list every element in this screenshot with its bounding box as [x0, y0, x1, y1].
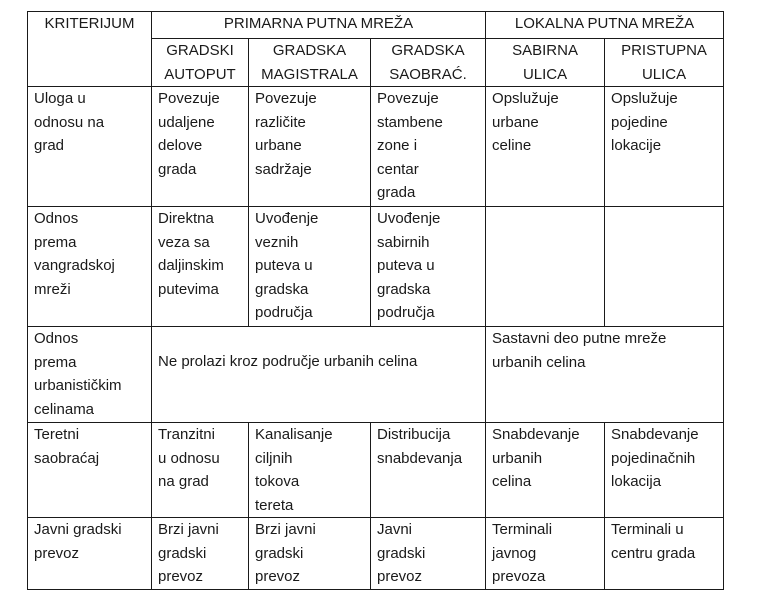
table-cell: Povezuje različite urbane sadržaje — [249, 87, 371, 207]
table-cell: Brzi javni gradski prevoz — [249, 518, 371, 590]
table-row — [28, 207, 724, 327]
table-cell: Povezuje udaljene delove grada — [152, 87, 249, 207]
subheader-pristupna-ulica: PRISTUPNA ULICA — [605, 39, 724, 87]
table-cell: Snabdevanje pojedinačnih lokacija — [605, 423, 724, 518]
header-primarna-mreza: PRIMARNA PUTNA MREŽA — [152, 12, 486, 39]
table-cell: Tranzitni u odnosu na grad — [152, 423, 249, 518]
table-row — [28, 423, 724, 518]
table-cell: Direktna veza sa daljinskim putevima — [152, 207, 249, 327]
table-row — [28, 518, 724, 590]
merged-cell-primary — [152, 327, 486, 423]
table-cell: Brzi javni gradski prevoz — [152, 518, 249, 590]
merged-cell-local: Sastavni deo putne mreže urbanih celina — [486, 327, 724, 423]
table-row — [28, 87, 724, 207]
table-cell: Opslužuje pojedine lokacije — [605, 87, 724, 207]
row-label: Odnos prema urbanističkim celinama — [28, 327, 152, 423]
subheader-sabirna-ulica: SABIRNA ULICA — [486, 39, 605, 87]
table-cell: Terminali javnog prevoza — [486, 518, 605, 590]
table-cell — [486, 207, 605, 327]
merged-cell-primary-text: Ne prolazi kroz područje urbanih celina — [158, 353, 418, 370]
row-label: Javni gradski prevoz — [28, 518, 152, 590]
table-cell: Opslužuje urbane celine — [486, 87, 605, 207]
table-cell: Javni gradski prevoz — [371, 518, 486, 590]
row-label: Uloga u odnosu na grad — [28, 87, 152, 207]
subheader-gradska-magistrala: GRADSKA MAGISTRALA — [249, 39, 371, 87]
row-label: Teretni saobraćaj — [28, 423, 152, 518]
header-lokalna-mreza: LOKALNA PUTNA MREŽA — [486, 12, 724, 39]
table-cell: Kanalisanje ciljnih tokova tereta — [249, 423, 371, 518]
table-cell: Terminali u centru grada — [605, 518, 724, 590]
table-cell: Uvođenje sabirnih puteva u gradska područja — [371, 207, 486, 327]
table-cell: Uvođenje veznih puteva u gradska područja — [249, 207, 371, 327]
row-label: Odnos prema vangradskoj mreži — [28, 207, 152, 327]
table-cell — [605, 207, 724, 327]
table-cell: Snabdevanje urbanih celina — [486, 423, 605, 518]
criteria-table — [27, 11, 724, 590]
header-kriterijum: KRITERIJUM — [28, 12, 152, 87]
table-cell: Distribucija snabdevanja — [371, 423, 486, 518]
table-cell: Povezuje stambene zone i centar grada — [371, 87, 486, 207]
subheader-gradski-autoput: GRADSKI AUTOPUT — [152, 39, 249, 87]
table-row — [28, 327, 724, 423]
subheader-gradska-saobracajnica: GRADSKA SAOBRAĆ. — [371, 39, 486, 87]
header-row — [28, 12, 724, 39]
